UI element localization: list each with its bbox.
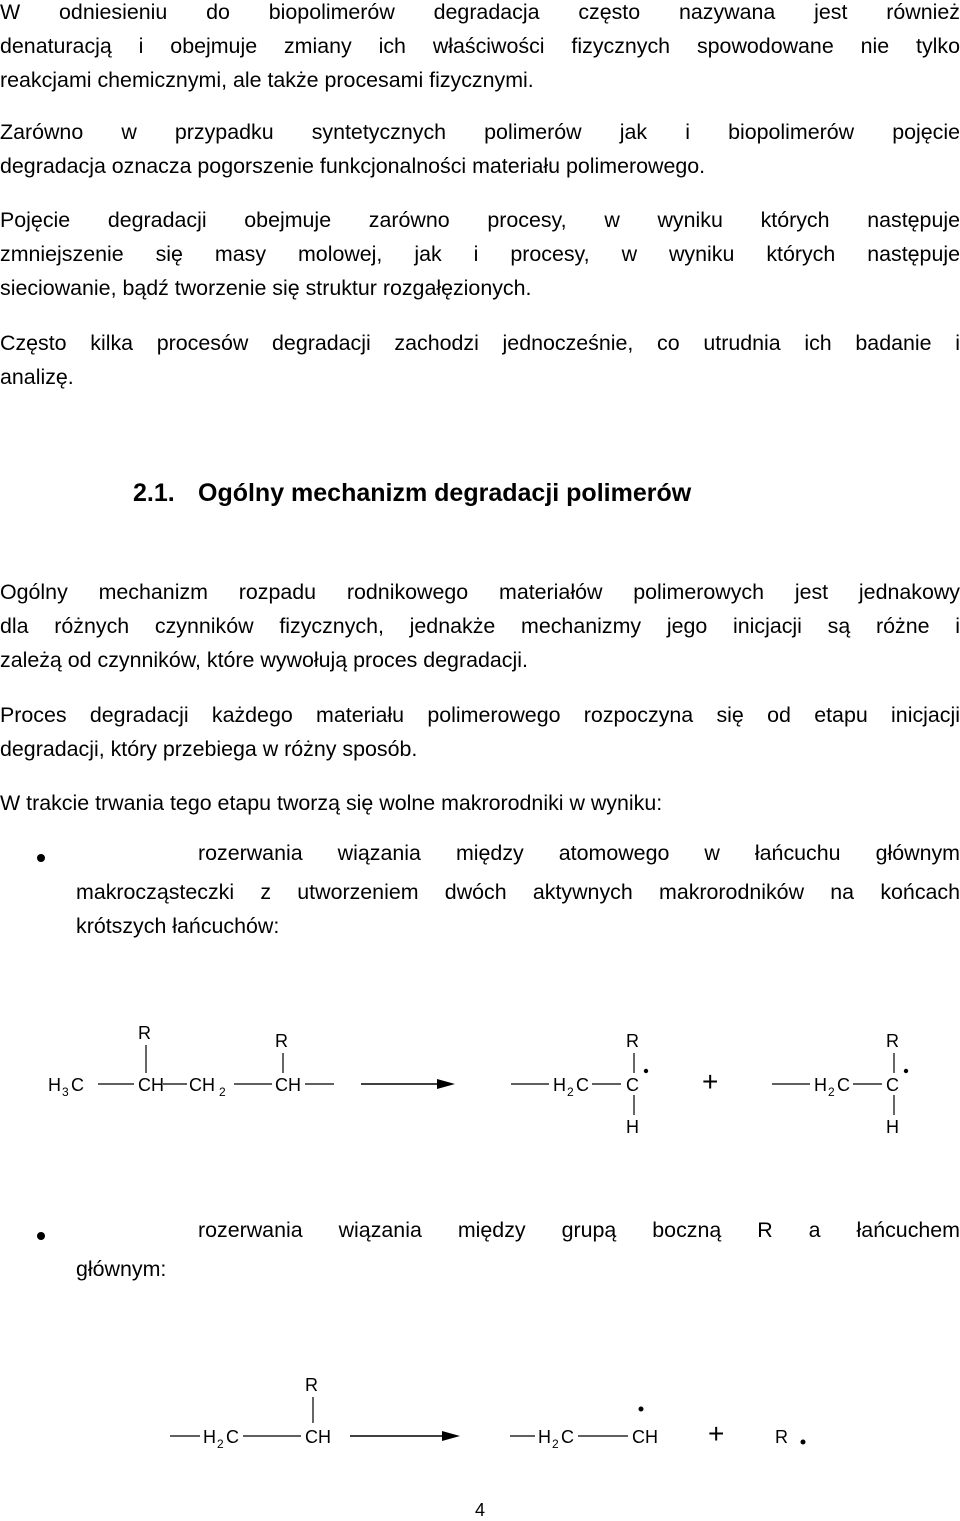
reaction-scheme-side-group-scission xyxy=(0,1365,960,1455)
bullet-item-side-group-scission xyxy=(198,1218,960,1243)
text-line: głównym: xyxy=(76,1257,167,1281)
text-line: sieciowanie, bądź tworzenie się struktur rozgałęzionych. xyxy=(0,276,532,300)
product2-radical-c: C xyxy=(886,1075,899,1095)
text-line: W trakcie trwania tego etapu tworzą się wolne makrorodniki w wyniku: xyxy=(0,791,663,815)
product2-h2c-subscript: 2 xyxy=(828,1085,835,1099)
reaction-arrow xyxy=(361,1079,455,1089)
section-number: 2.1. xyxy=(133,479,175,507)
text-line: zmniejszenie się masy molowej, jak i procesy, w wyniku których następuje xyxy=(0,242,960,266)
reactant-h2c-h: H xyxy=(203,1427,216,1447)
text-line: Pojęcie degradacji obejmuje zarówno procesy, w wyniku których następuje xyxy=(0,208,960,232)
product2-r: R xyxy=(886,1031,899,1051)
bullet-point xyxy=(37,1232,45,1240)
product1-h2c-subscript: 2 xyxy=(567,1085,574,1099)
text-line: Zarówno w przypadku syntetycznych polimerów jak i biopolimerów pojęcie xyxy=(0,120,960,144)
text-line: rozerwania wiązania między grupą boczną R a łańcuchem xyxy=(198,1218,960,1242)
plus-sign: + xyxy=(708,1418,725,1449)
reaction-arrow xyxy=(350,1431,460,1441)
product2-h2c-h: H xyxy=(814,1075,827,1095)
text-line: reakcjami chemicznymi, ale także procesami fizycznymi. xyxy=(0,68,534,92)
reactant-ch-1: CH xyxy=(138,1075,164,1095)
text-line: rozerwania wiązania między atomowego w łańcuchu głównym xyxy=(198,841,960,865)
bullet-item-main-chain-scission xyxy=(198,841,960,866)
product1-h: H xyxy=(626,1117,639,1137)
radical-r: R xyxy=(775,1427,788,1447)
paragraph-degradation-definition xyxy=(0,115,960,183)
bullet-continuation xyxy=(76,1252,960,1286)
text-line: analizę. xyxy=(0,365,74,389)
text-line: dla różnych czynników fizycznych, jednakże mechanizmy jego inicjacji są różne i xyxy=(0,614,960,638)
product-h2c-subscript: 2 xyxy=(552,1437,559,1451)
reactant-ch2: CH xyxy=(189,1075,215,1095)
product1-h2c-c: C xyxy=(576,1075,589,1095)
text-line: denaturacją i obejmuje zmiany ich właściwości fizycznych spowodowane nie tylko xyxy=(0,34,960,58)
text-line: makrocząsteczki z utworzeniem dwóch aktywnych makrorodników na końcach xyxy=(76,880,960,904)
page-number: 4 xyxy=(474,1500,485,1520)
reactant-r-2: R xyxy=(275,1031,288,1051)
text-line: Ogólny mechanizm rozpadu rodnikowego materiałów polimerowych jest jednakowy xyxy=(0,580,960,604)
text-line: W odniesieniu do biopolimerów degradacja często nazywana jest również xyxy=(0,0,960,24)
paragraph-macroradicals xyxy=(0,786,960,820)
paragraph-general-mechanism xyxy=(0,575,960,677)
reactant-ch-2: CH xyxy=(275,1075,301,1095)
text-line: degradacja oznacza pogorszenie funkcjonalności materiału polimerowego. xyxy=(0,154,706,178)
reactant-h2c-c: C xyxy=(226,1427,239,1447)
paragraph-initiation xyxy=(0,698,960,766)
text-line: Często kilka procesów degradacji zachodzi jednocześnie, co utrudnia ich badanie i xyxy=(0,331,960,355)
paragraph-simultaneous-processes xyxy=(0,326,960,394)
radical-dot xyxy=(801,1440,806,1445)
reactant-ch2-subscript: 2 xyxy=(219,1085,226,1099)
product-h2c-h: H xyxy=(538,1427,551,1447)
product1-radical-c: C xyxy=(626,1075,639,1095)
reactant-h3c-subscript: 3 xyxy=(62,1085,69,1099)
text-line: zależą od czynników, które wywołują proces degradacji. xyxy=(0,648,528,672)
product-radical-ch: CH xyxy=(632,1427,658,1447)
paragraph-biopolymer-degradation xyxy=(0,0,960,97)
product-h2c-c: C xyxy=(561,1427,574,1447)
reactant-r: R xyxy=(305,1375,318,1395)
bullet-point xyxy=(37,854,45,862)
radical-dot xyxy=(644,1069,648,1073)
plus-sign: + xyxy=(702,1066,719,1097)
text-line: krótszych łańcuchów: xyxy=(76,914,280,938)
reactant-h2c-subscript: 2 xyxy=(217,1437,224,1451)
section-title: Ogólny mechanizm degradacji polimerów xyxy=(198,479,692,507)
reactant-ch: CH xyxy=(305,1427,331,1447)
radical-dot xyxy=(639,1407,644,1412)
product2-h2c-c: C xyxy=(837,1075,850,1095)
radical-dot xyxy=(904,1069,908,1073)
paragraph-degradation-scope xyxy=(0,203,960,305)
text-line: degradacji, który przebiega w różny sposób. xyxy=(0,737,418,761)
product2-h: H xyxy=(886,1117,899,1137)
product1-r: R xyxy=(626,1031,639,1051)
reactant-h3c-h: H xyxy=(48,1075,61,1095)
reactant-r-1: R xyxy=(138,1023,151,1043)
reaction-scheme-main-chain-scission xyxy=(0,1015,960,1145)
bullet-continuation xyxy=(76,875,960,943)
reactant-h3c-c: C xyxy=(71,1075,84,1095)
product1-h2c-h: H xyxy=(553,1075,566,1095)
text-line: Proces degradacji każdego materiału polimerowego rozpoczyna się od etapu inicjacji xyxy=(0,703,960,727)
